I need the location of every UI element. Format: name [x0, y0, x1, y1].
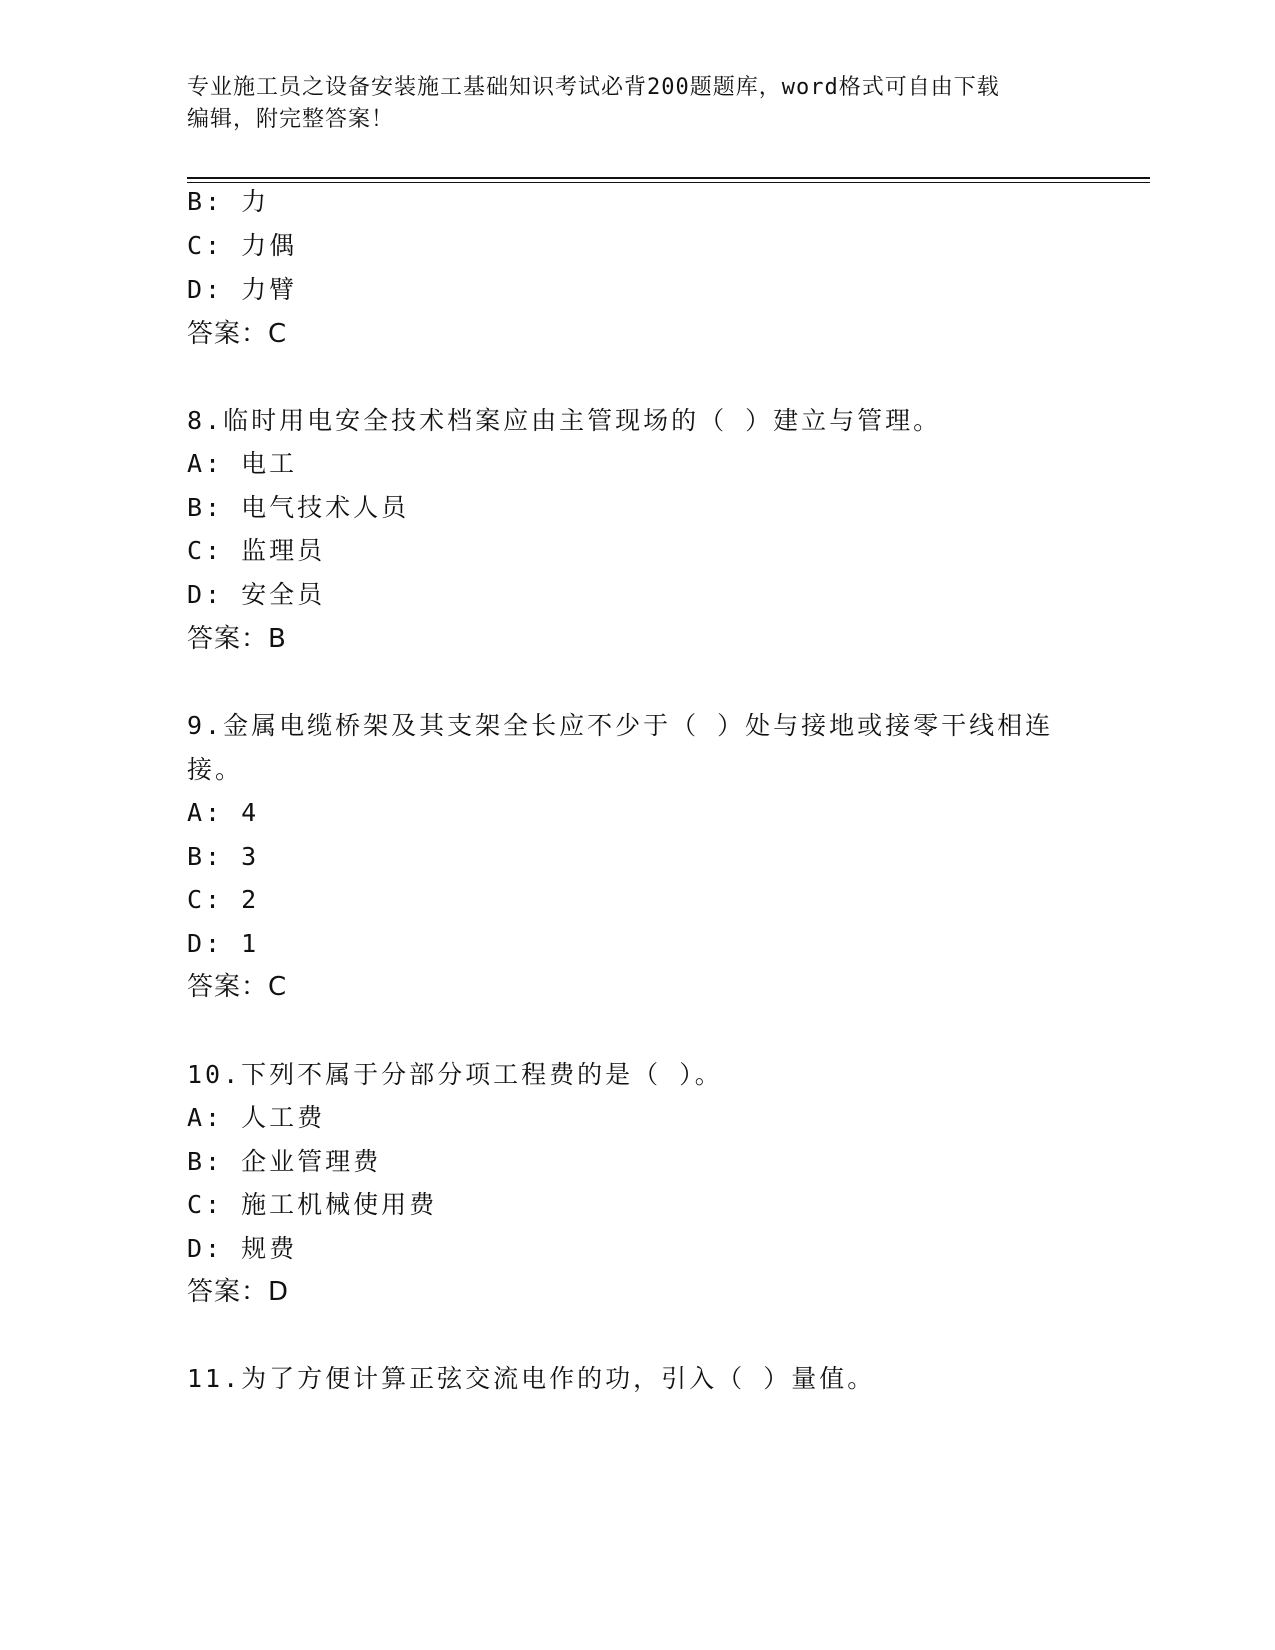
header-divider-thin	[187, 182, 1150, 183]
header-title-line-2: 编辑，附完整答案！	[187, 107, 395, 132]
q7-option-b: B: 力	[187, 187, 270, 216]
q9-question-line-2: 接。	[187, 755, 244, 784]
q10-option-c: C: 施工机械使用费	[187, 1190, 438, 1219]
header-title-line-1: 专业施工员之设备安装施工基础知识考试必背200题题库，word格式可自由下载	[187, 75, 1000, 100]
q10-question: 10.下列不属于分部分项工程费的是（ ）。	[187, 1060, 723, 1089]
q8-question: 8.临时用电安全技术档案应由主管现场的（ ）建立与管理。	[187, 406, 942, 435]
q7-option-c: C: 力偶	[187, 231, 298, 260]
q11-question: 11.为了方便计算正弦交流电作的功，引入（ ）量值。	[187, 1364, 876, 1393]
header-divider-thick	[187, 177, 1150, 179]
q8-option-a: A: 电工	[187, 449, 298, 478]
q9-option-c: C: 2	[187, 885, 260, 914]
q9-answer: 答案：C	[187, 972, 288, 1002]
document-header	[187, 72, 1087, 136]
q10-option-b: B: 企业管理费	[187, 1147, 382, 1176]
q9-option-b: B: 3	[187, 842, 260, 871]
q9-option-d: D: 1	[187, 929, 260, 958]
q7-option-d: D: 力臂	[187, 275, 298, 304]
q10-answer: 答案：D	[187, 1277, 290, 1307]
q10-option-d: D: 规费	[187, 1234, 298, 1263]
q8-option-b: B: 电气技术人员	[187, 493, 410, 522]
q7-answer: 答案：C	[187, 319, 288, 349]
q9-option-a: A: 4	[187, 798, 260, 827]
q10-option-a: A: 人工费	[187, 1103, 326, 1132]
q8-answer: 答案：B	[187, 624, 287, 654]
q8-option-c: C: 监理员	[187, 536, 326, 565]
q9-question-line-1: 9.金属电缆桥架及其支架全长应不少于（ ）处与接地或接零干线相连	[187, 711, 1054, 740]
q8-option-d: D: 安全员	[187, 580, 326, 609]
